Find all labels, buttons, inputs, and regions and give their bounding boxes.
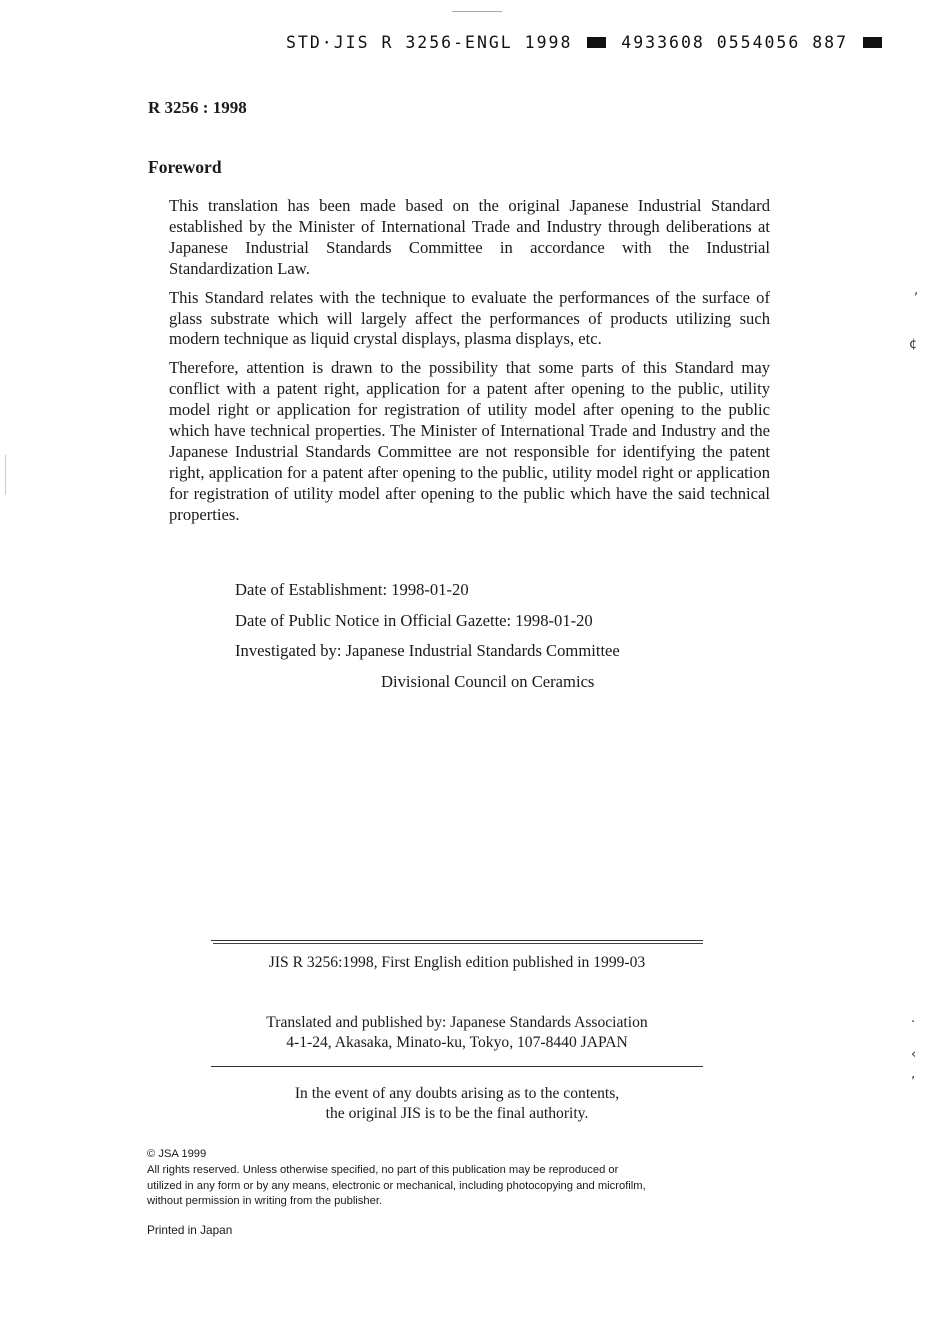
date-of-public-notice: Date of Public Notice in Official Gazette: 1998-01-20 (235, 610, 593, 630)
divider (213, 943, 703, 944)
publisher-address: 4-1-24, Akasaka, Minato-ku, Tokyo, 107-8440 JAPAN (286, 1033, 628, 1051)
copyright-rights: All rights reserved. Unless otherwise specified, no part of this publication may be reproduced or (147, 1163, 619, 1176)
divider (211, 1066, 703, 1067)
standard-number: R 3256 : 1998 (148, 98, 247, 117)
scan-speck: , (914, 283, 919, 298)
header-code-prefix: STD·JIS R 3256-ENGL 1998 (286, 33, 573, 52)
authority-note (211, 1084, 703, 1123)
publisher-line: Translated and published by: Japanese Standards Association (266, 1014, 648, 1031)
scan-mark-line (452, 11, 502, 12)
copyright-block (147, 1147, 775, 1210)
copyright-rights: without permission in writing from the publisher. (147, 1195, 383, 1208)
black-block-mark (863, 37, 882, 48)
scan-edge-mark (5, 455, 6, 495)
foreword-paragraph: This translation has been made based on the original Japanese Industrial Standard established by the Minister of International Trade and Industry through deliberations at Japanese Industrial Standards Committee in accordance with the Industrial Standardization Law. (169, 196, 770, 278)
edition-line: JIS R 3256:1998, First English edition published in 1999-03 (268, 954, 646, 971)
authority-line: the original JIS is to be the final authority. (325, 1104, 589, 1122)
header-code-mid: 4933608 0554056 887 (621, 33, 849, 52)
foreword-body (169, 196, 770, 534)
publisher-block (211, 1013, 703, 1052)
copyright-rights: utilized in any form or by any means, electronic or mechanical, including photocopying and microfilm, (147, 1179, 646, 1192)
foreword-paragraph: Therefore, attention is drawn to the possibility that some parts of this Standard may conflict with a patent right, application for a patent after opening to the public, utility model right or application for registration of utility model after opening to the public which have technical properties. The Minister of International Trade and Industry and the Japanese Industrial Standards Committee are not responsible for identifying the patent right, application for a patent after opening to the public, utility model right or application for registration of utility model after opening to the public which have the said technical properties. (169, 358, 770, 524)
divisional-council: Divisional Council on Ceramics (381, 671, 595, 691)
establishment-info (235, 580, 620, 702)
foreword-title: Foreword (148, 157, 222, 177)
foreword-paragraph: This Standard relates with the technique to evaluate the performances of the surface of glass substrate which will largely affect the performances of products utilizing such modern technique as liquid crystal displays, plasma displays, etc. (169, 287, 770, 349)
scan-speck: ¢ (909, 337, 918, 352)
copyright-symbol-line: © JSA 1999 (147, 1148, 207, 1160)
date-of-establishment: Date of Establishment: 1998-01-20 (235, 580, 469, 599)
scan-speck: ’ (911, 1075, 916, 1090)
scan-speck: · (911, 1015, 916, 1030)
scan-speck: ‹ (911, 1047, 917, 1062)
divider (211, 940, 703, 941)
authority-line: In the event of any doubts arising as to the contents, (294, 1085, 620, 1102)
document-header-code (286, 33, 886, 52)
investigated-by: Investigated by: Japanese Industrial Standards Committee (235, 641, 620, 660)
printed-in: Printed in Japan (147, 1223, 233, 1237)
black-block-mark (587, 37, 606, 48)
